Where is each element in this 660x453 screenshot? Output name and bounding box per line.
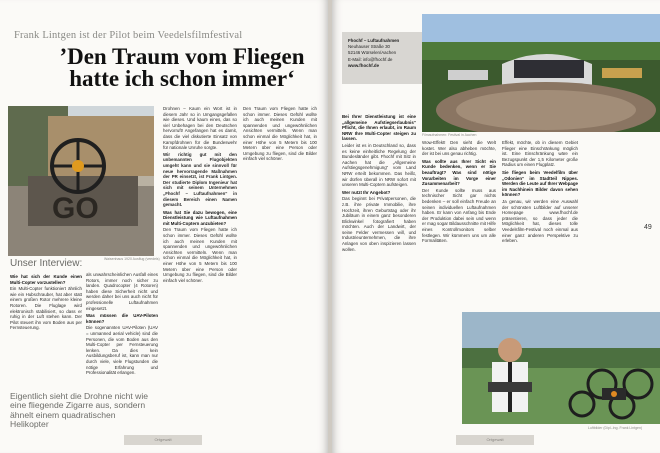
headline-line-1: ’Den Traum vom Fliegen bbox=[59, 44, 305, 69]
right-column-3 bbox=[502, 140, 578, 245]
contact-info-box bbox=[342, 32, 422, 84]
left-column-2 bbox=[86, 272, 158, 377]
paragraph: Ein Multi-Copter funktioniert ähnlich wie ein Hubschrauber, hat aber statt einem großen Rotor mehrere kleine Rotoren. Die Fluglage wird elektronisch stabilisiert, so dass er ruhig in der Luft stehen kann. Der Pilot steuert ihn vom Boden aus per Fernsteuerung. bbox=[10, 286, 82, 331]
paragraph: Den Traum vom Fliegen hatte ich schon immer. Dieses Gefühl wollte ich auch meinen Kunden mit spannenden und ungewöhnlichen Ansichten vermitteln. Wenn man schon einmal die Möglichkeit hat, in einer Höhe von 5 Metern bis 100 Metern über eine Person oder Umgebung zu fliegen, sind die Bilder einfach viel schöner. bbox=[163, 227, 237, 283]
left-column-3 bbox=[163, 106, 237, 284]
question: Was hat Sie dazu bewogen, eine Dienstleistung wie Luftaufnahmen mit Multi-Coptern anzubieten? bbox=[163, 209, 237, 226]
paragraph: Leider ist es in Deutschland so, dass es keine einheitliche Regelung der Bundesländer gibt. Fhochf mit Sitz in Aachen hat die „Allgemeine Aufstiegsgenehmigung“ vom Land NRW erteilt bekommen. Das heißt, wir dürfen überall in NRW sofort mit unseren Multi-Coptern aufsteigen. bbox=[342, 142, 416, 188]
question: Wer nutzt Ihr Angebot? bbox=[342, 189, 391, 195]
paragraph: Drohnen – Kaum ein Wort ist in diesem Jahr so in Umgangsgefallen wie dieses. Und kaum eines, das so viel Unbehagen bei den Deutschen hervorruft! Angefangen hat es damit, dass die viel diskutierte Einsatz von Kampfdrohnen für die Bundeswehr für nationale Unruhe sorgte. bbox=[163, 106, 237, 151]
left-column-1 bbox=[10, 272, 82, 332]
left-page bbox=[0, 0, 328, 453]
pilot-with-drone-photo bbox=[462, 312, 660, 424]
right-page bbox=[332, 0, 660, 453]
paragraph-bold: Wir richtig gut mit den unbemannten Flugobjekten umgeht kann und sie sinnvoll für neue hervorragende Maßnahmen der PR einsetzt, ist Frank Lintgen. Der studierte Diplom Ingenieur hat sich mit seinem Unternehmen „Fhochf – Luftaufnahmen“ in diesem Bereich einen Namen gemacht. bbox=[163, 151, 237, 208]
question: Was sollte aus Ihrer Sicht ein Kunde bedenken, wenn er Sie beauftragt? Was sind nötige Vorarbeiten im Vorge einer Zusammenarbeit? bbox=[422, 158, 496, 187]
left-column-4 bbox=[243, 106, 317, 163]
website: www.fhochf.de bbox=[348, 62, 380, 68]
page-number: 49 bbox=[644, 224, 652, 231]
left-footer: Ortgewalt bbox=[124, 435, 202, 445]
question: Wie hat sich der Kunde einen Multi-Copter vorzustellen? bbox=[10, 274, 82, 285]
question: Sie fliegen beim Veedelfilm über „Odonien“ im Stadtteil Nippes. Werden die Leute auf Ihrer Webpage im Nachhinein Bilder davon sehen können? bbox=[502, 169, 578, 198]
article-kicker: Frank Lintgen ist der Pilot beim Veedelsfilmfestival bbox=[14, 30, 243, 41]
festival-aerial-photo bbox=[422, 14, 660, 132]
photo-caption: Waisenhaus 1920 Ausflug (veedels) bbox=[104, 257, 160, 261]
headline-line-2: hatte ich schon immer‘ bbox=[69, 66, 295, 91]
paragraph: Effekt, möchte, ob in diesem Gebiet Flieger eine Einschränkung möglich ist. Eine Einschränkung wäre ein Bezugspunkt der 1,5 Kilometer große Radius um einen Flugplatz. bbox=[502, 140, 578, 168]
street: Neuhauser Straße 30 bbox=[348, 44, 390, 50]
paragraph: Wow-Effekt! Den sieht die Welt kostet. Wer also abheben möchte, der ist bei uns genau richtig. bbox=[422, 140, 496, 157]
paragraph: Ja genau, wir werden eine Auswahl der schönsten Luftbilder auf unserer Homepage www.fhochf.de präsentieren, so dass jeder die Möglichkeit hat, dieses tolle Veedelsfilm-Festival noch einmal aus einer ganz anderen Perspektive zu erleben. bbox=[502, 198, 578, 244]
svg-text:GO: GO bbox=[52, 192, 99, 225]
question: Bei Ihrer Dienstleistung ist eine „allgemeine Aufstiegserlaubnis“ Pflicht, die Ihnen erlaubt, im Raum NRW Ihre Multi-Copter steigen zu lassen. bbox=[342, 114, 416, 142]
pilot-photo-caption: Luftbilder (Dipl.-Ing. Frank Lintgen) bbox=[588, 426, 643, 430]
paragraph: als unwahrscheinlichen Ausfall eines Rotors, immer noch sicher zu landen. Quadrocopter (4 Rotoren) haben diese Sicherheit nicht und werden daher bei uns auch nicht für professionelle Luftaufnahmen eingesetzt. bbox=[86, 272, 158, 311]
company-name: Fhochf – Luftaufnahmen bbox=[348, 38, 400, 43]
paragraph: Den Traum vom Fliegen hatte ich schon immer. Dieses Gefühl wollte ich auch meinen Kunden mit spannenden und ungewöhnlichen Ansichten vermitteln. Wenn man schon einmal die Möglichkeit hat, in einer Höhe von 5 Metern bis 100 Metern über eine Person oder Umgebung zu fliegen, sind die Bilder einfach viel schöner. bbox=[243, 106, 317, 162]
right-column-2 bbox=[422, 140, 496, 245]
paragraph: Der Kunde sollte muss aus technischer Sicht gar nichts bedenken – er soll einfach Freude an seinen individuellen Luftaufnahmen haben. Er kann von Anfang bis Ende der Produktion dabei sein und wenn er mag sogar Bildausschnitte mit Hilfe eines Kontrollmonitors selber festlegen. Wir kümmern uns um alle Formalitäten. bbox=[422, 187, 496, 244]
pull-quote: Eigentlich sieht die Drohne nicht wie eine fliegende Zigarre aus, sondern ähnelt einem quadratischen Helikopter bbox=[10, 391, 149, 430]
festival-photo-caption: Filmaufnahmen: Festival in Aachen bbox=[422, 133, 477, 137]
city: 52146 Würselen/Aachen bbox=[348, 50, 397, 56]
paragraph: Die sogenannten UAV-Piloten (UAV = unmanned aerial vehicle) sind die Personen, die vom Boden aus den Multi-Copter per Fernsteuerung lenken. Da dies kein Ausbildungsberuf ist, kann man nur durch viele, viele Flugstunden die nötige Erfahrung und Professionalität erlangen. bbox=[86, 325, 158, 376]
right-column-1 bbox=[342, 112, 416, 253]
article-headline bbox=[32, 46, 328, 90]
drone-photo bbox=[8, 106, 154, 256]
right-footer: Ortgewalt bbox=[456, 435, 534, 445]
question: Was müssen die UAV-Piloten können? bbox=[86, 313, 158, 324]
email: E-Mail: info@fhochf.de bbox=[348, 56, 393, 62]
paragraph: Das beginnt bei Privatpersonen, die z.B. ihre private Immobilie, ihre Hochzeit, ihren Geburtstag oder ihr Jubiläum in einem ganz besonderen Blickwinkel fotografiert haben möchten. Auch der Landwirt, der seine Felder vermessen will, und Industrieunternehmen, die ihre Anlagen von oben inspizieren lassen wollen. bbox=[342, 196, 416, 252]
interview-heading: Unser Interview: bbox=[10, 258, 83, 269]
